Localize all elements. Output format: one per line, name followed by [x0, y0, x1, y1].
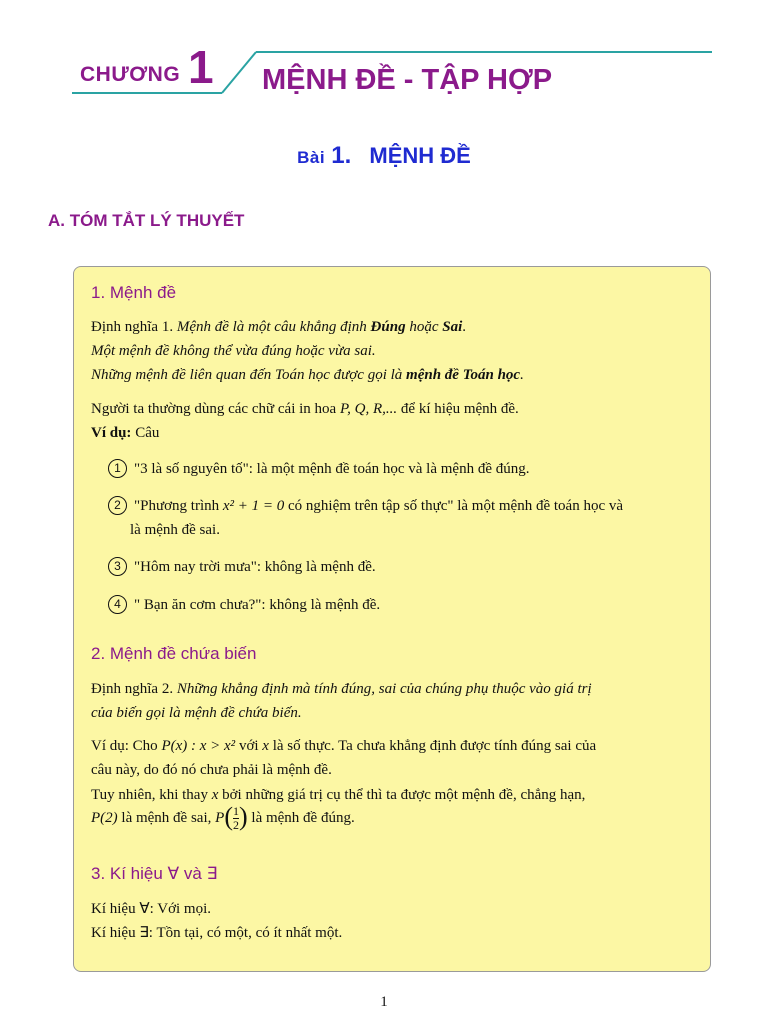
example-var: x — [262, 738, 269, 754]
page-number: 1 — [380, 994, 388, 1010]
example-var: x — [211, 787, 219, 803]
fraction-denominator: 2 — [232, 818, 239, 833]
section-title: A. TÓM TẮT LÝ THUYẾT — [48, 211, 245, 230]
subsection-heading-3: 3. Kí hiệu ∀ và ∃ — [91, 864, 218, 883]
chapter-label: CHƯƠNG — [80, 63, 181, 86]
chapter-title: MỆNH ĐỀ - TẬP HỢP — [262, 64, 553, 96]
definition-line-3 — [91, 363, 694, 387]
term-true: Đúng — [370, 319, 406, 335]
definition-text: hoặc — [409, 319, 439, 335]
example-intro — [91, 421, 694, 445]
item-number: 4 — [108, 595, 127, 614]
chapter-number: 1 — [188, 41, 214, 93]
lesson-prefix: Bài — [297, 148, 326, 167]
punct: . — [462, 319, 467, 335]
example-2-line-2: câu này, do đó nó chưa phải là mệnh đề. — [91, 762, 332, 778]
example-text: Câu — [135, 425, 160, 441]
example-text: Tuy nhiên, khi thay — [91, 787, 208, 803]
item-text: "Hôm nay trời mưa": không là mệnh đề. — [134, 559, 376, 575]
definition-text: Những khẳng định mà tính đúng, sai của chúng phụ thuộc vào giá trị — [176, 681, 592, 697]
definition-2 — [91, 677, 694, 701]
example-math: P(x) : x > x² — [161, 738, 236, 754]
item-text: " Bạn ăn cơm chưa?": không là mệnh đề. — [134, 597, 381, 613]
item-text: có nghiệm trên tập số thực" là một mệnh đề toán học và — [288, 498, 624, 514]
example-2-line-3 — [91, 783, 694, 807]
lesson-name: MỆNH ĐỀ — [369, 143, 471, 168]
definition-label: Định nghĩa 1. — [91, 319, 174, 335]
item-text: "Phương trình — [134, 498, 220, 514]
example-math: P(2) — [91, 810, 118, 826]
item-number: 3 — [108, 557, 127, 576]
term-false: Sai — [442, 319, 463, 335]
example-label: Ví dụ: — [91, 425, 132, 441]
theory-box — [73, 266, 711, 972]
symbol-exists: Kí hiệu ∃: Tồn tại, có một, có ít nhất một. — [91, 925, 343, 941]
example-math: P — [215, 810, 225, 826]
chapter-header — [0, 0, 768, 110]
note-text: để kí hiệu mệnh đề. — [400, 401, 519, 417]
lesson-number: 1. — [331, 142, 352, 169]
punct: . — [520, 367, 524, 383]
example-text: là mệnh đề sai, — [121, 810, 212, 826]
definition-text: Mệnh đề là một câu khẳng định — [176, 319, 367, 335]
definition-text: Những mệnh đề liên quan đến Toán học được gọi là — [91, 367, 403, 383]
note-text: Người ta thường dùng các chữ cái in hoa — [91, 401, 337, 417]
list-item-continued: là mệnh đề sai. — [130, 522, 220, 538]
example-2-line-4: P(2) là mệnh đề sai, P( $\frac{1}{2}$ ) là mệnh đề đúng. — [91, 802, 355, 833]
definition-line-2: Một mệnh đề không thể vừa đúng hoặc vừa sai. — [91, 343, 376, 359]
example-text: là số thực. Ta chưa khẳng định được tính đúng sai của — [272, 738, 597, 754]
list-item — [108, 555, 694, 579]
subsection-heading-2: 2. Mệnh đề chứa biến — [91, 644, 257, 663]
notation-note — [91, 397, 694, 421]
item-text: "3 là số nguyên tố": là một mệnh đề toán học và là mệnh đề đúng. — [134, 461, 530, 477]
example-2 — [91, 734, 694, 758]
definition-2-line-2: của biến gọi là mệnh đề chứa biến. — [91, 705, 302, 721]
term-math-proposition: mệnh đề Toán học — [406, 367, 521, 383]
fraction-numerator: 1 — [232, 804, 239, 819]
symbol-forall: Kí hiệu ∀: Với mọi. — [91, 901, 211, 917]
definition-1 — [91, 315, 694, 339]
example-text: bởi những giá trị cụ thể thì ta được một mệnh đề, chẳng hạn, — [222, 787, 586, 803]
item-number: 1 — [108, 459, 127, 478]
item-number: 2 — [108, 496, 127, 515]
subsection-heading-1: 1. Mệnh đề — [91, 283, 177, 302]
list-item — [108, 494, 694, 518]
list-item — [108, 457, 694, 481]
example-text: với — [238, 738, 259, 754]
definition-label: Định nghĩa 2. — [91, 681, 174, 697]
item-math: x² + 1 = 0 — [222, 498, 285, 514]
example-text: là mệnh đề đúng. — [251, 810, 355, 826]
example-text: Ví dụ: Cho — [91, 738, 158, 754]
note-vars: P, Q, R,... — [339, 401, 398, 417]
lesson-title — [0, 142, 768, 170]
list-item — [108, 593, 694, 617]
